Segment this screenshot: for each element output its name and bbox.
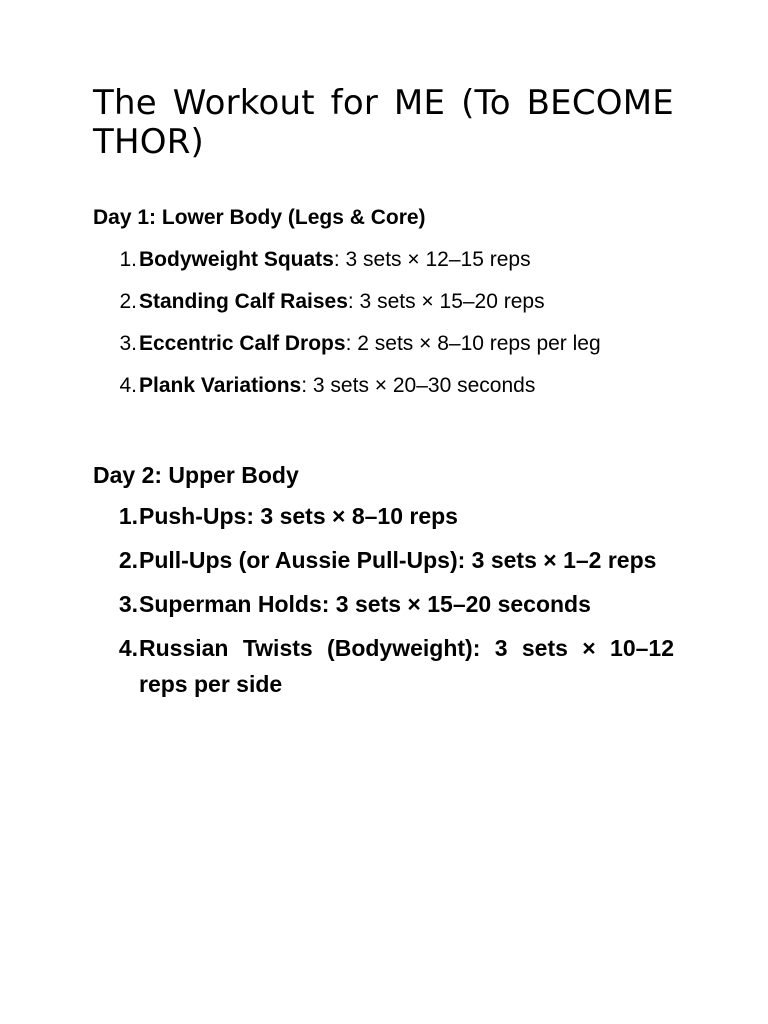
day1-heading: Day 1: Lower Body (Legs & Core) <box>93 206 426 229</box>
list-item-number: 2. <box>119 290 137 313</box>
list-item-number: 1. <box>119 248 137 271</box>
list-item-content <box>139 246 531 274</box>
exercise-detail: : 3 sets × 15–20 reps <box>347 290 545 313</box>
list-item-text: Push-Ups: 3 sets × 8–10 reps <box>139 503 458 529</box>
list-item <box>93 372 674 400</box>
exercise-name: Bodyweight Squats <box>139 248 334 271</box>
list-item-content <box>139 372 535 400</box>
list-item <box>93 542 674 578</box>
document-page <box>93 84 674 702</box>
list-item <box>93 630 674 702</box>
list-item-text: Pull-Ups (or Aussie Pull-Ups): 3 sets × 1–2 reps <box>139 547 657 573</box>
exercise-detail: : 3 sets × 20–30 seconds <box>301 374 536 397</box>
day2-heading: Day 2: Upper Body <box>93 462 299 488</box>
list-item-content <box>139 330 601 358</box>
list-item-number: 4. <box>118 635 138 661</box>
list-item-text: Russian Twists (Bodyweight): 3 sets × 10–12 reps per side <box>139 635 674 697</box>
exercise-detail: : 2 sets × 8–10 reps per leg <box>345 332 601 355</box>
list-item-number: 1. <box>118 503 138 529</box>
list-item-number: 2. <box>118 547 138 573</box>
day1-exercise-list <box>93 246 674 400</box>
document-title: The Workout for ME (To BECOME THOR) <box>93 83 674 162</box>
list-item-number: 4. <box>119 374 137 397</box>
list-item <box>93 246 674 274</box>
list-item-text: Superman Holds: 3 sets × 15–20 seconds <box>139 591 591 617</box>
list-item <box>93 498 674 534</box>
exercise-name: Eccentric Calf Drops <box>139 332 346 355</box>
list-item <box>93 288 674 316</box>
exercise-name: Standing Calf Raises <box>139 290 348 313</box>
list-item <box>93 330 674 358</box>
exercise-name: Plank Variations <box>139 374 302 397</box>
list-item-number: 3. <box>118 591 138 617</box>
exercise-detail: : 3 sets × 12–15 reps <box>333 248 531 271</box>
day2-exercise-list <box>93 498 674 702</box>
list-item-number: 3. <box>119 332 137 355</box>
list-item-content <box>139 288 545 316</box>
list-item <box>93 586 674 622</box>
